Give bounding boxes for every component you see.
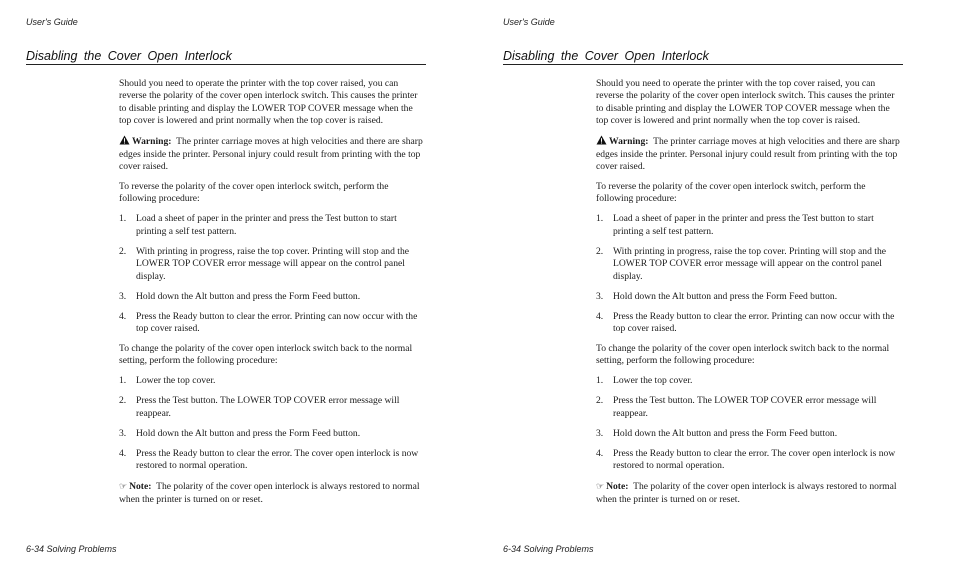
step-text: Lower the top cover. <box>613 375 693 387</box>
step-number: 1. <box>596 213 604 225</box>
procedure-intro: To reverse the polarity of the cover open interlock switch, perform the following procedure: <box>119 181 389 205</box>
step-number: 4. <box>596 447 604 459</box>
procedure-intro: To reverse the polarity of the cover open interlock switch, perform the following procedure: <box>596 181 866 205</box>
step-number: 3. <box>596 290 604 302</box>
page-body <box>596 78 904 514</box>
note-label: Note: <box>606 481 629 493</box>
note-paragraph <box>596 480 904 506</box>
step-text: Load a sheet of paper in the printer and press the Test button to start printing a self test pattern. <box>136 213 397 237</box>
page-footer: 6-34 Solving Problems <box>503 544 594 554</box>
restore-intro: To change the polarity of the cover open interlock switch back to the normal setting, perform the following procedure: <box>119 343 413 367</box>
list-item <box>119 291 427 303</box>
step-number: 2. <box>596 395 604 407</box>
warning-triangle-icon <box>596 135 607 145</box>
warning-text: The printer carriage moves at high velocities and there are sharp edges inside the printer. Personal injury could result from printing with the top cover raised. <box>596 136 900 173</box>
warning-triangle-icon <box>119 135 130 145</box>
step-number: 1. <box>119 213 127 225</box>
warning-paragraph <box>596 135 904 173</box>
step-text: Lower the top cover. <box>136 375 216 387</box>
list-item <box>119 395 427 420</box>
step-number: 4. <box>119 310 127 322</box>
intro-paragraph: Should you need to operate the printer with the top cover raised, you can reverse the polarity of the cover open interlock switch. This causes the printer to disable printing and display the LOWER TOP COVER message when the top cover is lowered and print normally when the top cover is raised. <box>596 78 895 127</box>
step-text: Press the Ready button to clear the error. The cover open interlock is now restored to normal operation. <box>613 447 896 472</box>
step-text: Hold down the Alt button and press the Form Feed button. <box>136 427 361 439</box>
step-number: 3. <box>119 290 127 302</box>
step-text: Hold down the Alt button and press the Form Feed button. <box>613 290 838 302</box>
step-number: 2. <box>119 245 127 257</box>
list-item <box>119 311 427 336</box>
page-header: User's Guide <box>26 17 78 27</box>
step-number: 4. <box>119 447 127 459</box>
step-text: Hold down the Alt button and press the Form Feed button. <box>136 290 361 302</box>
step-number: 2. <box>119 395 127 407</box>
list-item <box>596 246 904 283</box>
step-number: 3. <box>596 427 604 439</box>
right-page <box>477 0 954 580</box>
section-title: Disabling the Cover Open Interlock <box>26 49 426 65</box>
list-item <box>596 291 904 303</box>
note-text: The polarity of the cover open interlock is always restored to normal when the printer is turned on or reset. <box>119 481 420 505</box>
step-text: Press the Test button. The LOWER TOP COVER error message will reappear. <box>136 395 400 419</box>
warning-text: The printer carriage moves at high velocities and there are sharp edges inside the printer. Personal injury could result from printing with the top cover raised. <box>119 136 423 173</box>
step-text: With printing in progress, raise the top cover. Printing will stop and the LOWER TOP COVER error message will appear on the control panel display. <box>136 245 409 282</box>
procedure-list <box>596 213 904 335</box>
section-title: Disabling the Cover Open Interlock <box>503 49 903 65</box>
warning-paragraph <box>119 135 427 173</box>
step-text: Load a sheet of paper in the printer and press the Test button to start printing a self test pattern. <box>613 213 874 237</box>
list-item <box>119 375 427 387</box>
step-text: With printing in progress, raise the top cover. Printing will stop and the LOWER TOP COVER error message will appear on the control panel display. <box>613 245 886 282</box>
list-item <box>119 428 427 440</box>
restore-intro: To change the polarity of the cover open interlock switch back to the normal setting, perform the following procedure: <box>596 343 890 367</box>
restore-list <box>596 375 904 472</box>
intro-paragraph: Should you need to operate the printer with the top cover raised, you can reverse the polarity of the cover open interlock switch. This causes the printer to disable printing and display the LOWER TOP COVER message when the top cover is lowered and print normally when the top cover is raised. <box>119 78 418 127</box>
page-body <box>119 78 427 514</box>
note-label: Note: <box>129 481 152 493</box>
list-item <box>119 448 427 473</box>
list-item <box>596 213 904 238</box>
list-item <box>119 213 427 238</box>
step-number: 1. <box>119 375 127 387</box>
step-text: Press the Ready button to clear the error. The cover open interlock is now restored to normal operation. <box>136 447 419 472</box>
step-text: Press the Test button. The LOWER TOP COVER error message will reappear. <box>613 395 877 419</box>
warning-label: Warning: <box>132 136 172 148</box>
step-number: 1. <box>596 375 604 387</box>
warning-label: Warning: <box>609 136 649 148</box>
page-footer: 6-34 Solving Problems <box>26 544 117 554</box>
step-number: 3. <box>119 427 127 439</box>
step-text: Hold down the Alt button and press the Form Feed button. <box>613 427 838 439</box>
pointing-hand-icon: ☞ <box>596 481 605 492</box>
step-text: Press the Ready button to clear the error. Printing can now occur with the top cover raised. <box>136 310 418 335</box>
list-item <box>596 395 904 420</box>
procedure-list <box>119 213 427 335</box>
step-number: 2. <box>596 245 604 257</box>
restore-list <box>119 375 427 472</box>
note-paragraph <box>119 480 427 506</box>
step-number: 4. <box>596 310 604 322</box>
note-text: The polarity of the cover open interlock is always restored to normal when the printer is turned on or reset. <box>596 481 897 505</box>
pointing-hand-icon: ☞ <box>119 481 128 492</box>
list-item <box>596 311 904 336</box>
list-item <box>596 428 904 440</box>
page-header: User's Guide <box>503 17 555 27</box>
list-item <box>596 375 904 387</box>
list-item <box>596 448 904 473</box>
list-item <box>119 246 427 283</box>
step-text: Press the Ready button to clear the error. Printing can now occur with the top cover raised. <box>613 310 895 335</box>
